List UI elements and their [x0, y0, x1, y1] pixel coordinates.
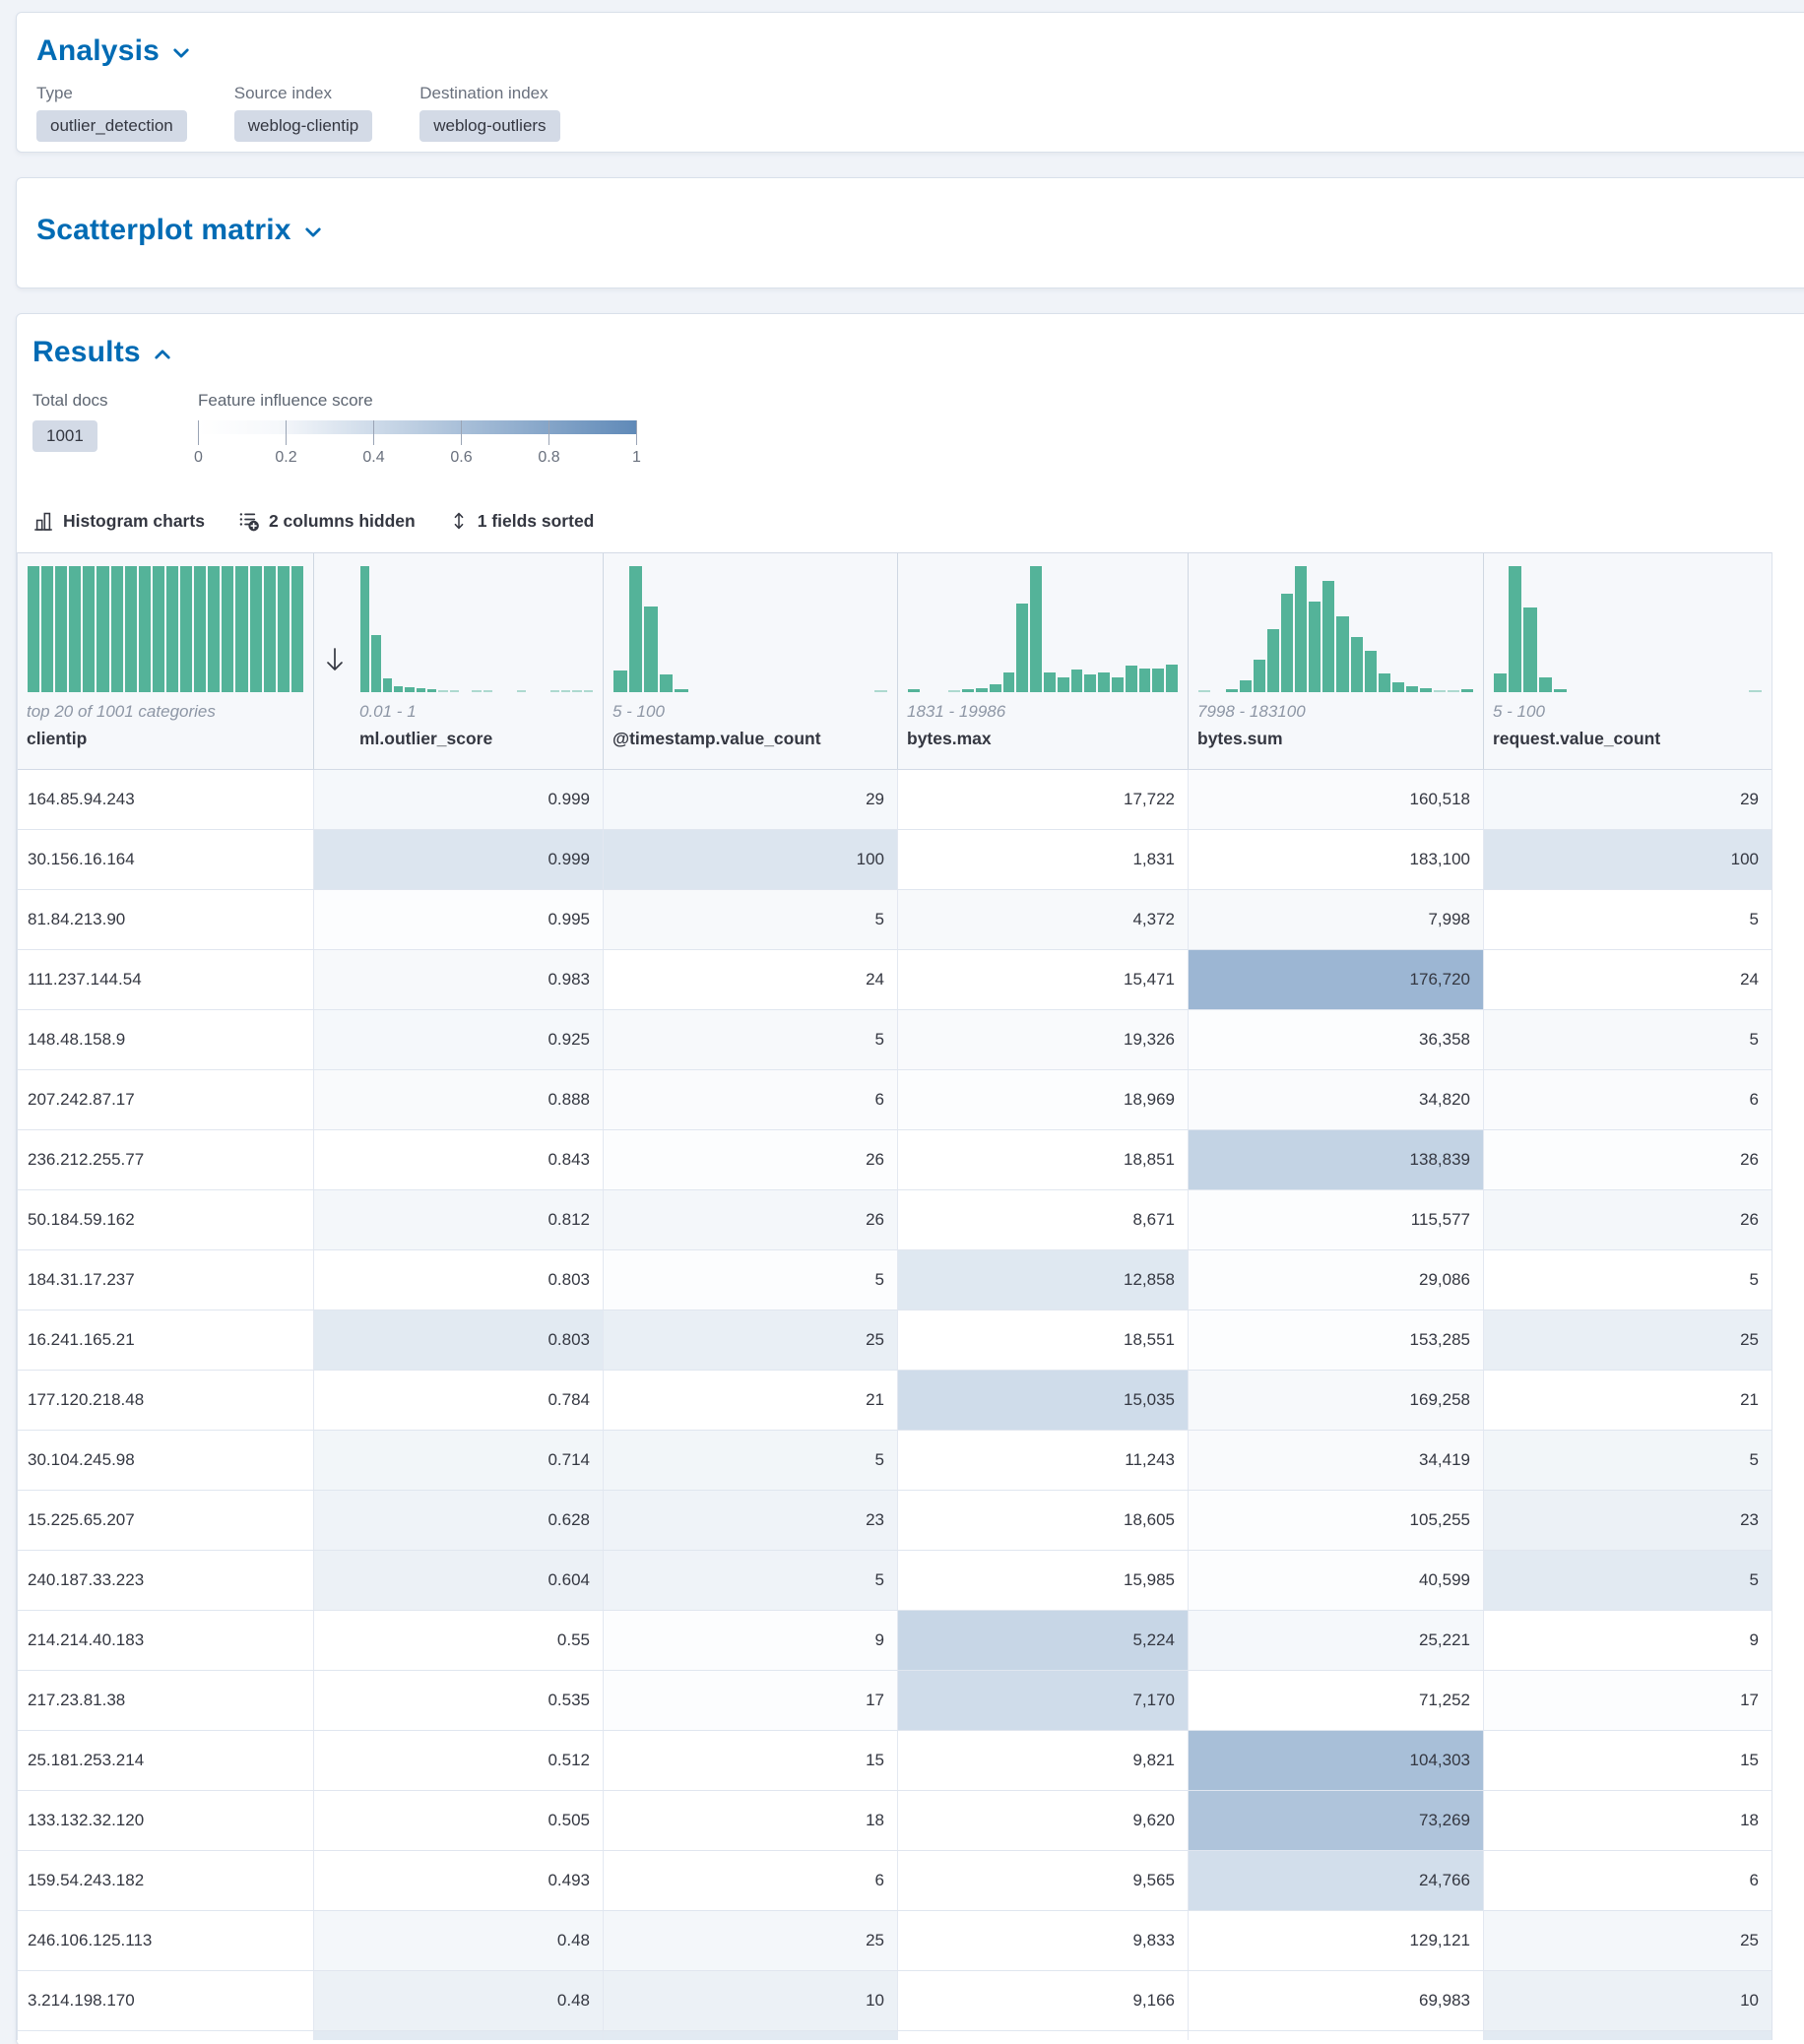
column-header-ml-outlier-score[interactable]: [314, 553, 604, 769]
column-range-caption: 0.01 - 1: [359, 702, 417, 721]
table-row: [18, 1190, 1772, 1250]
grid-body: [18, 770, 1772, 2040]
column-histogram: [27, 566, 304, 692]
grid-cell[interactable]: 9: [1484, 1611, 1772, 1670]
grid-cell[interactable]: 15.225.65.207: [18, 1491, 314, 1550]
table-row: [18, 1731, 1772, 1791]
chevron-up-icon: [153, 345, 172, 364]
field-label: Type: [36, 84, 73, 102]
grid-cell[interactable]: 71,252: [1189, 1671, 1484, 1730]
grid-cell[interactable]: 29: [1484, 770, 1772, 829]
grid-cell[interactable]: 17,722: [898, 770, 1189, 829]
grid-cell[interactable]: 6: [604, 1851, 898, 1910]
grid-cell[interactable]: 100: [1484, 830, 1772, 889]
column-range-caption: 1831 - 19986: [907, 702, 1006, 721]
grid-cell[interactable]: 0.925: [314, 1010, 604, 1069]
analysis-fields: [36, 84, 1797, 142]
grid-cell[interactable]: 240.187.33.223: [18, 1551, 314, 1610]
results-accordion-toggle[interactable]: [32, 334, 1804, 371]
total-docs-label: Total docs: [32, 391, 108, 410]
analysis-field: [36, 84, 187, 142]
grid-cell[interactable]: 115,577: [1189, 1190, 1484, 1249]
grid-cell[interactable]: 169,258: [1189, 1371, 1484, 1430]
grid-cell[interactable]: 21: [1484, 1371, 1772, 1430]
grid-cell[interactable]: 138,839: [1189, 1130, 1484, 1189]
grid-cell[interactable]: 29,086: [1189, 1250, 1484, 1309]
column-header-request-value-count[interactable]: [1484, 553, 1772, 769]
grid-cell[interactable]: 12,858: [898, 1250, 1189, 1309]
grid-cell[interactable]: 5: [1484, 1551, 1772, 1610]
grid-cell[interactable]: 105,255: [1189, 1491, 1484, 1550]
column-histogram: [612, 566, 888, 692]
grid-cell[interactable]: 5: [1484, 1250, 1772, 1309]
grid-cell[interactable]: 18: [1484, 1791, 1772, 1850]
grid-cell[interactable]: 9,620: [898, 1791, 1189, 1850]
grid-cell[interactable]: 10: [604, 1971, 898, 2030]
grid-cell[interactable]: 9,565: [898, 1851, 1189, 1910]
results-title: Results: [32, 336, 141, 368]
grid-cell[interactable]: 15: [1484, 1731, 1772, 1790]
table-row: [18, 1491, 1772, 1551]
grid-cell[interactable]: 177.120.218.48: [18, 1371, 314, 1430]
grid-cell[interactable]: 0.812: [314, 1190, 604, 1249]
column-header-clientip[interactable]: [18, 553, 314, 769]
grid-cell[interactable]: 164.85.94.243: [18, 770, 314, 829]
grid-cell[interactable]: 26: [604, 1130, 898, 1189]
table-row: [18, 1371, 1772, 1431]
columns-hidden-label: 2 columns hidden: [268, 510, 416, 531]
column-header-timestamp-value-count[interactable]: [604, 553, 898, 769]
grid-cell[interactable]: 17: [604, 1671, 898, 1730]
grid-cell[interactable]: 1,831: [898, 830, 1189, 889]
grid-cell[interactable]: 0.803: [314, 1250, 604, 1309]
grid-cell[interactable]: 5: [1484, 1010, 1772, 1069]
grid-cell[interactable]: 11,243: [898, 1431, 1189, 1490]
grid-cell[interactable]: 5: [1484, 1431, 1772, 1490]
field-value-badge: weblog-clientip: [234, 110, 372, 142]
legend-tick-label: 0: [194, 449, 203, 466]
grid-cell[interactable]: 5: [604, 1551, 898, 1610]
table-row: [18, 950, 1772, 1010]
table-row-partial: [18, 2031, 1772, 2040]
field-value-badge: outlier_detection: [36, 110, 187, 142]
grid-cell[interactable]: 50.184.59.162: [18, 1190, 314, 1249]
grid-cell[interactable]: 0.714: [314, 1431, 604, 1490]
grid-cell[interactable]: 0.48: [314, 1911, 604, 1970]
grid-cell[interactable]: 0.48: [314, 1971, 604, 2030]
table-row: [18, 770, 1772, 830]
columns-list-add-icon: [238, 510, 260, 532]
legend-tick: [275, 420, 297, 466]
legend-tick: [450, 420, 473, 466]
grid-cell[interactable]: 25: [1484, 1310, 1772, 1370]
column-header-bytes-sum[interactable]: [1189, 553, 1484, 769]
grid-cell[interactable]: 5: [604, 1010, 898, 1069]
columns-hidden-button[interactable]: [238, 510, 416, 532]
grid-cell[interactable]: 25: [604, 1310, 898, 1370]
analysis-field: [419, 84, 559, 142]
grid-cell[interactable]: 15,985: [898, 1551, 1189, 1610]
grid-cell[interactable]: 18: [604, 1791, 898, 1850]
grid-cell[interactable]: 9,833: [898, 1911, 1189, 1970]
grid-cell[interactable]: 15,035: [898, 1371, 1189, 1430]
table-row: [18, 1851, 1772, 1911]
grid-cell[interactable]: 24: [604, 950, 898, 1009]
column-histogram: [1493, 566, 1763, 692]
column-name: request.value_count: [1493, 729, 1661, 748]
grid-cell[interactable]: 25.181.253.214: [18, 1731, 314, 1790]
grid-cell[interactable]: 21: [604, 1371, 898, 1430]
column-histogram: [1197, 566, 1474, 692]
column-range-caption: 5 - 100: [1493, 702, 1545, 721]
grid-cell[interactable]: 133.132.32.120: [18, 1791, 314, 1850]
grid-cell[interactable]: 148.48.158.9: [18, 1010, 314, 1069]
column-histogram: [359, 566, 594, 692]
grid-cell[interactable]: 160,518: [1189, 770, 1484, 829]
grid-cell[interactable]: 111.237.144.54: [18, 950, 314, 1009]
histogram-charts-label: Histogram charts: [63, 510, 205, 531]
table-row: [18, 1070, 1772, 1130]
grid-cell[interactable]: 6: [1484, 1851, 1772, 1910]
table-row: [18, 1310, 1772, 1371]
sort-desc-icon: [324, 645, 346, 674]
feature-influence-legend: [194, 391, 641, 472]
grid-cell[interactable]: 0.784: [314, 1371, 604, 1430]
grid-cell[interactable]: 159.54.243.182: [18, 1851, 314, 1910]
column-name: bytes.max: [907, 729, 992, 748]
grid-cell[interactable]: 0.999: [314, 770, 604, 829]
grid-cell[interactable]: 0.604: [314, 1551, 604, 1610]
grid-cell[interactable]: 23: [1484, 1491, 1772, 1550]
fields-sorted-label: 1 fields sorted: [477, 510, 595, 531]
table-row: [18, 1010, 1772, 1070]
scatterplot-accordion-toggle[interactable]: [36, 212, 1797, 249]
grid-cell[interactable]: 19,326: [898, 1010, 1189, 1069]
chevron-down-icon: [171, 43, 191, 63]
column-range-caption: top 20 of 1001 categories: [27, 702, 216, 721]
grid-cell[interactable]: 9,166: [898, 1971, 1189, 2030]
grid-cell[interactable]: 0.995: [314, 890, 604, 949]
analysis-field: [234, 84, 372, 142]
grid-cell[interactable]: 236.212.255.77: [18, 1130, 314, 1189]
grid-toolbar: [32, 501, 1804, 541]
legend-tick-label: 0.8: [538, 449, 560, 466]
grid-cell[interactable]: 25: [604, 1911, 898, 1970]
histogram-icon: [32, 510, 54, 532]
table-row: [18, 1130, 1772, 1190]
grid-cell[interactable]: 18,551: [898, 1310, 1189, 1370]
results-meta: [32, 391, 1804, 472]
table-row: [18, 1431, 1772, 1491]
legend-tick: [538, 420, 560, 466]
field-label: Source index: [233, 84, 332, 102]
grid-cell[interactable]: 3.214.198.170: [18, 1971, 314, 2030]
grid-cell[interactable]: 0.628: [314, 1491, 604, 1550]
grid-cell[interactable]: 25: [1484, 1911, 1772, 1970]
grid-cell[interactable]: 207.242.87.17: [18, 1070, 314, 1129]
grid-cell[interactable]: 26: [1484, 1130, 1772, 1189]
table-row: [18, 1551, 1772, 1611]
grid-cell[interactable]: 0.888: [314, 1070, 604, 1129]
grid-cell[interactable]: 217.23.81.38: [18, 1671, 314, 1730]
grid-cell[interactable]: 15,471: [898, 950, 1189, 1009]
grid-cell[interactable]: 29: [604, 770, 898, 829]
grid-cell[interactable]: 0.493: [314, 1851, 604, 1910]
grid-cell[interactable]: 18,969: [898, 1070, 1189, 1129]
column-header-bytes-max[interactable]: [898, 553, 1189, 769]
grid-cell[interactable]: 5: [604, 890, 898, 949]
influence-gradient-bar: [198, 420, 636, 434]
grid-cell[interactable]: 9,821: [898, 1731, 1189, 1790]
chevron-down-icon: [303, 223, 323, 242]
column-range-caption: 7998 - 183100: [1197, 702, 1306, 721]
grid-cell[interactable]: 25,221: [1189, 1611, 1484, 1670]
total-docs: [32, 391, 151, 472]
table-row: [18, 890, 1772, 950]
table-row: [18, 1911, 1772, 1971]
grid-cell[interactable]: 18,605: [898, 1491, 1189, 1550]
grid-cell[interactable]: 246.106.125.113: [18, 1911, 314, 1970]
grid-cell[interactable]: 5,224: [898, 1611, 1189, 1670]
table-row: [18, 1971, 1772, 2031]
column-name: @timestamp.value_count: [612, 729, 821, 748]
grid-cell[interactable]: 73,269: [1189, 1791, 1484, 1850]
grid-cell[interactable]: 18,851: [898, 1130, 1189, 1189]
influence-legend-scale: [194, 420, 641, 472]
column-name: bytes.sum: [1197, 729, 1283, 748]
grid-cell[interactable]: 100: [604, 830, 898, 889]
grid-cell[interactable]: 184.31.17.237: [18, 1250, 314, 1309]
grid-cell[interactable]: 0.843: [314, 1130, 604, 1189]
grid-cell[interactable]: 0.803: [314, 1310, 604, 1370]
legend-tick-label: 1: [632, 449, 641, 466]
column-histogram: [907, 566, 1179, 692]
grid-cell[interactable]: 104,303: [1189, 1731, 1484, 1790]
sort-fields-icon: [449, 510, 469, 532]
grid-cell[interactable]: 69,983: [1189, 1971, 1484, 2030]
grid-cell[interactable]: 24,766: [1189, 1851, 1484, 1910]
grid-cell[interactable]: 34,419: [1189, 1431, 1484, 1490]
grid-header: [18, 553, 1772, 770]
grid-cell[interactable]: 30.156.16.164: [18, 830, 314, 889]
grid-cell[interactable]: 34,820: [1189, 1070, 1484, 1129]
grid-cell[interactable]: 5: [1484, 890, 1772, 949]
grid-cell[interactable]: 5: [604, 1431, 898, 1490]
grid-cell[interactable]: 183,100: [1189, 830, 1484, 889]
grid-cell[interactable]: 7,998: [1189, 890, 1484, 949]
grid-cell[interactable]: 5: [604, 1250, 898, 1309]
field-label: Destination index: [419, 84, 548, 102]
grid-cell[interactable]: 23: [604, 1491, 898, 1550]
column-range-caption: 5 - 100: [612, 702, 665, 721]
grid-cell[interactable]: 7,170: [898, 1671, 1189, 1730]
legend-tick-label: 0.6: [450, 449, 473, 466]
results-data-grid: [17, 552, 1772, 2040]
analysis-title: Analysis: [36, 34, 160, 67]
legend-tick-label: 0.4: [362, 449, 385, 466]
grid-cell[interactable]: 9: [604, 1611, 898, 1670]
scatterplot-panel: [16, 177, 1804, 288]
grid-cell[interactable]: 26: [604, 1190, 898, 1249]
grid-cell[interactable]: 30.104.245.98: [18, 1431, 314, 1490]
grid-cell[interactable]: 8,671: [898, 1190, 1189, 1249]
grid-cell[interactable]: 16.241.165.21: [18, 1310, 314, 1370]
grid-cell[interactable]: 129,121: [1189, 1911, 1484, 1970]
table-row: [18, 1791, 1772, 1851]
grid-cell[interactable]: 0.55: [314, 1611, 604, 1670]
total-docs-badge: 1001: [32, 420, 97, 452]
column-name: clientip: [27, 729, 88, 748]
grid-cell[interactable]: 26: [1484, 1190, 1772, 1249]
grid-cell[interactable]: 24: [1484, 950, 1772, 1009]
grid-cell[interactable]: 0.505: [314, 1791, 604, 1850]
grid-cell[interactable]: 176,720: [1189, 950, 1484, 1009]
column-name: ml.outlier_score: [359, 729, 493, 748]
grid-cell[interactable]: 15: [604, 1731, 898, 1790]
scatterplot-title: Scatterplot matrix: [36, 214, 291, 246]
analysis-panel: [16, 12, 1804, 153]
grid-cell[interactable]: 40,599: [1189, 1551, 1484, 1610]
influence-legend-label: Feature influence score: [198, 391, 373, 410]
grid-cell[interactable]: 214.214.40.183: [18, 1611, 314, 1670]
histogram-charts-button[interactable]: [32, 510, 205, 532]
results-panel: [16, 313, 1804, 2044]
fields-sorted-button[interactable]: [449, 510, 595, 532]
table-row: [18, 1671, 1772, 1731]
grid-cell[interactable]: 153,285: [1189, 1310, 1484, 1370]
legend-tick-label: 0.2: [275, 449, 297, 466]
grid-cell[interactable]: 6: [1484, 1070, 1772, 1129]
grid-cell[interactable]: 0.999: [314, 830, 604, 889]
legend-tick: [362, 420, 385, 466]
grid-cell[interactable]: 36,358: [1189, 1010, 1484, 1069]
field-value-badge: weblog-outliers: [419, 110, 559, 142]
table-row: [18, 1611, 1772, 1671]
table-row: [18, 830, 1772, 890]
grid-cell[interactable]: 4,372: [898, 890, 1189, 949]
legend-tick: [632, 420, 641, 466]
legend-tick: [194, 420, 203, 466]
grid-cell[interactable]: 0.983: [314, 950, 604, 1009]
table-row: [18, 1250, 1772, 1310]
grid-cell[interactable]: 10: [1484, 1971, 1772, 2030]
grid-cell[interactable]: 17: [1484, 1671, 1772, 1730]
grid-cell[interactable]: 6: [604, 1070, 898, 1129]
grid-cell[interactable]: 0.535: [314, 1671, 604, 1730]
grid-cell[interactable]: 0.512: [314, 1731, 604, 1790]
analysis-accordion-toggle[interactable]: [36, 32, 1797, 70]
grid-cell[interactable]: 81.84.213.90: [18, 890, 314, 949]
